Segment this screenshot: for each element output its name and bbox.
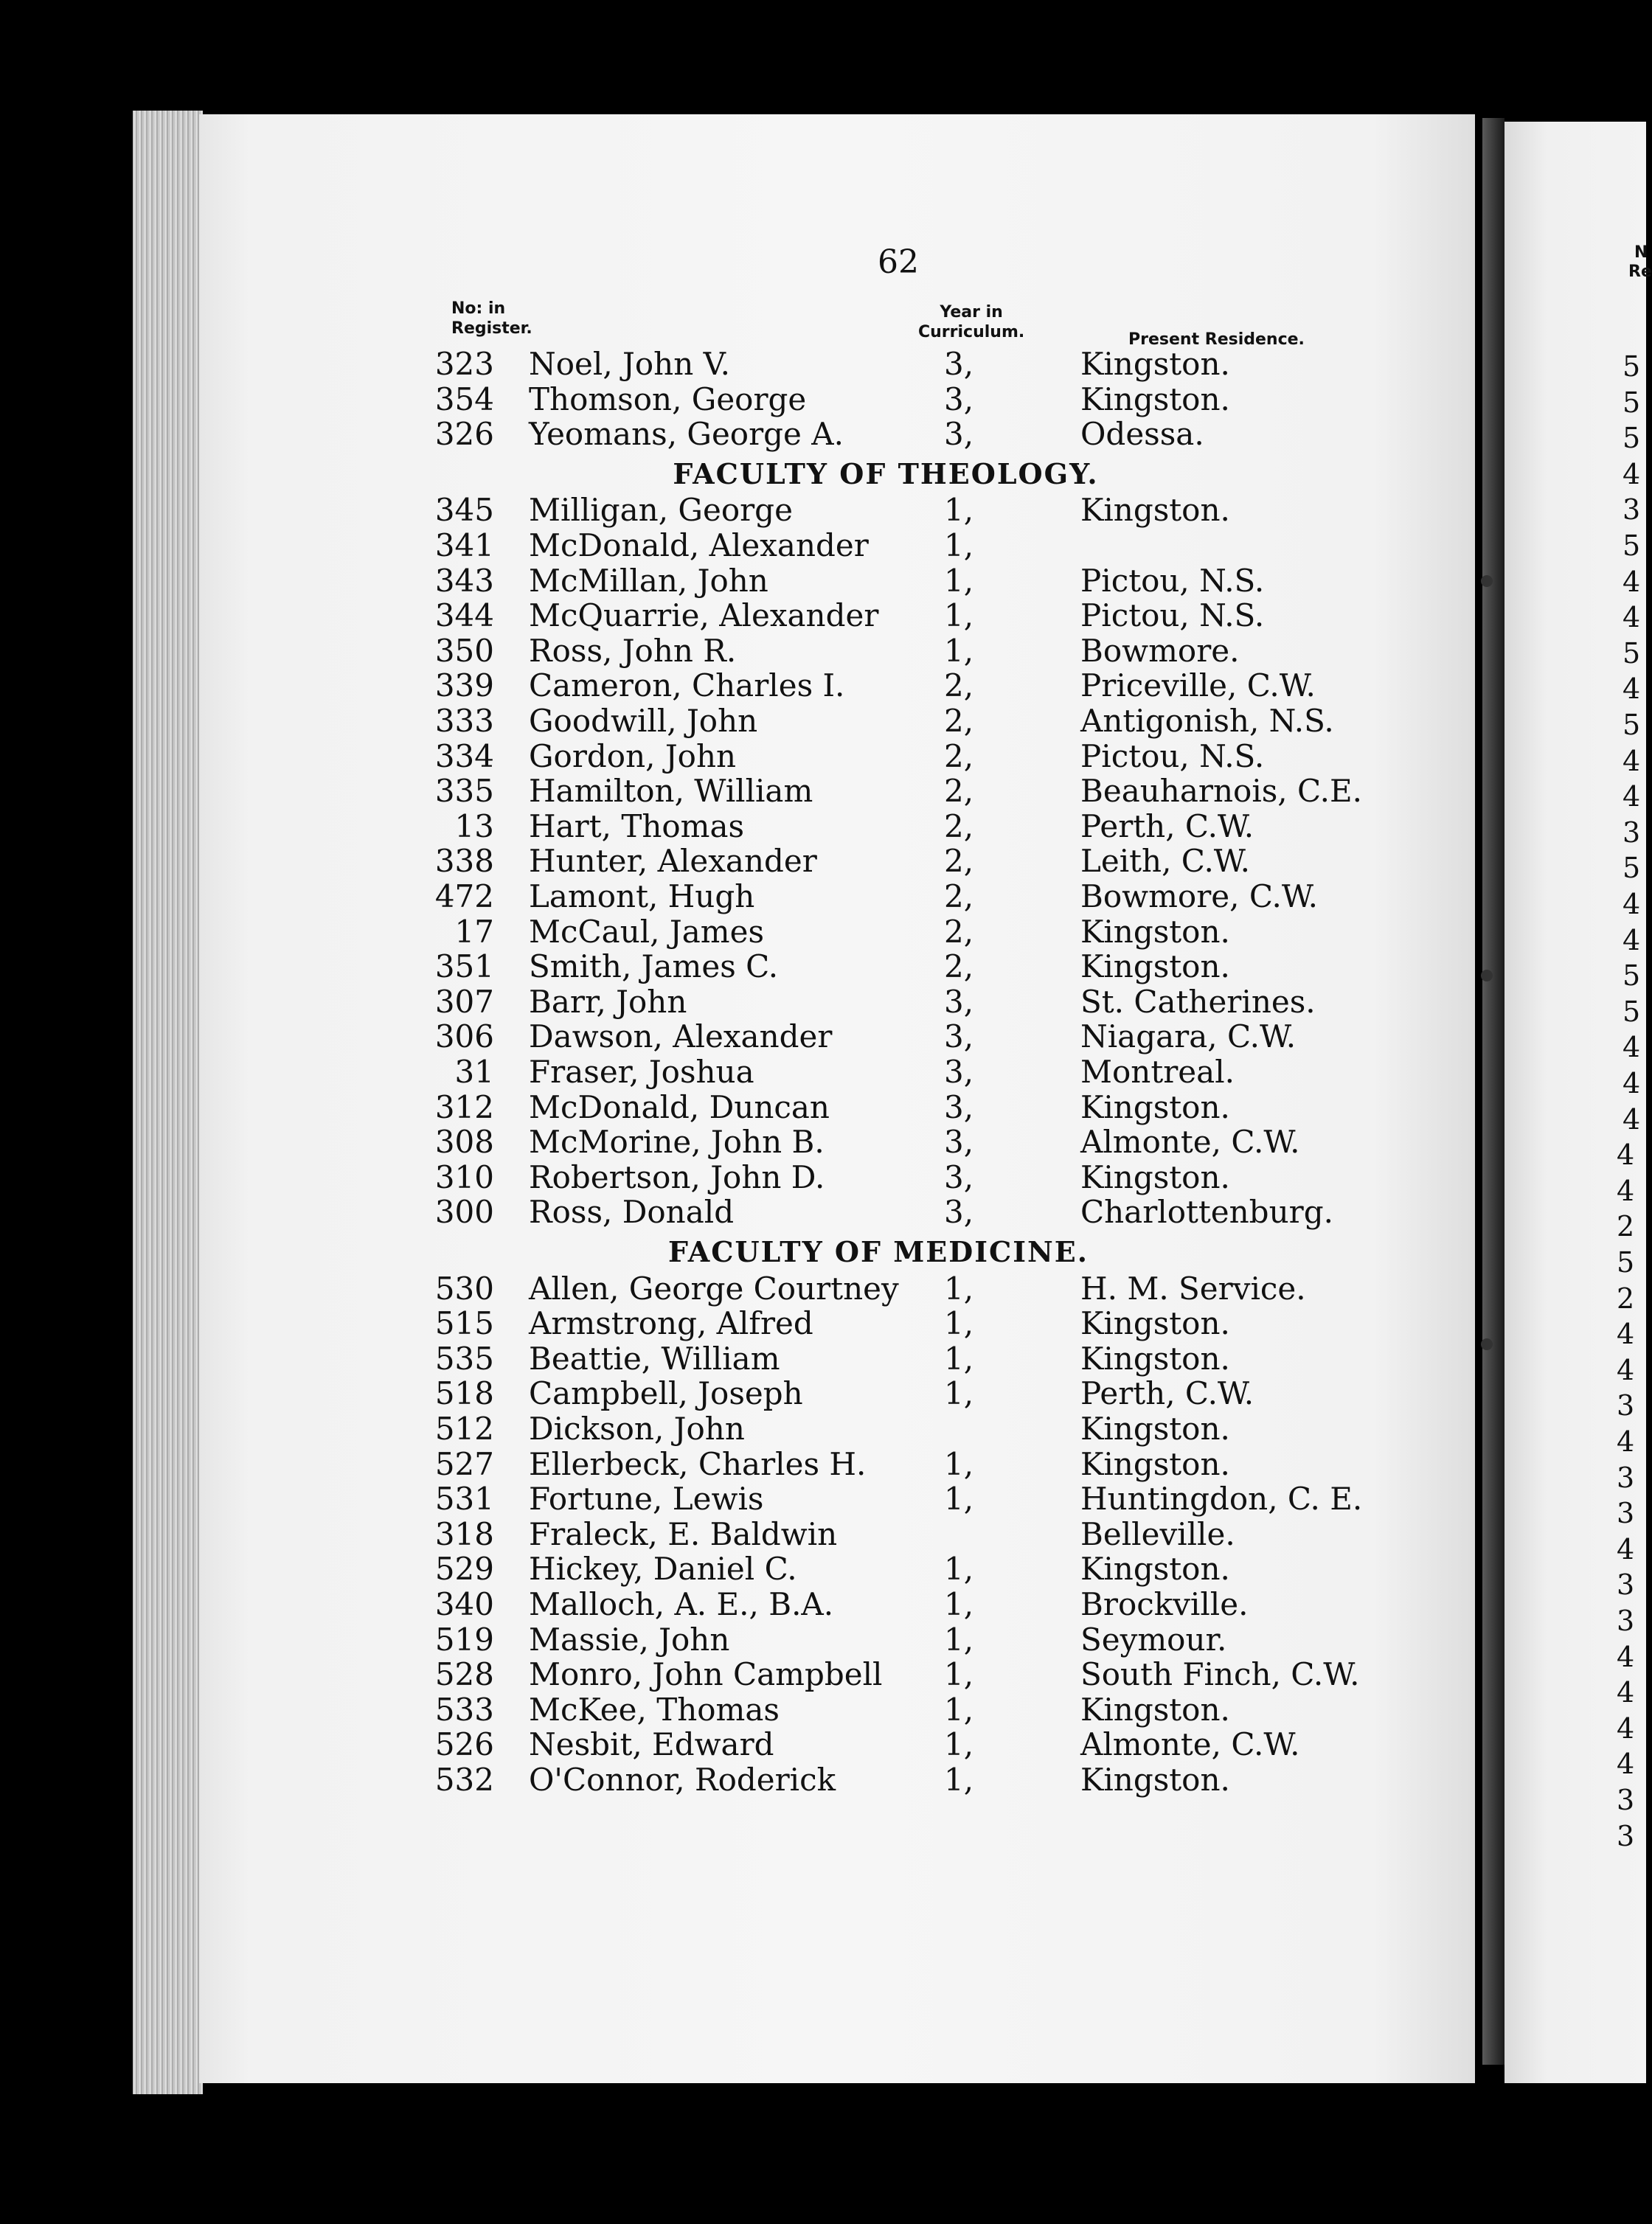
adjacent-register-number: 3 [1617,1605,1635,1637]
register-row [0,703,1646,738]
adjacent-register-number: 5 [1617,1246,1635,1279]
present-residence: South Finch, C.W. [1080,1656,1360,1693]
student-name: Gordon, John [529,737,737,774]
present-residence: Pictou, N.S. [1080,597,1265,634]
curriculum-year: 1, [944,1375,974,1412]
student-name: Ross, John R. [529,632,737,669]
register-number: 533 [434,1691,494,1728]
register-number: 528 [434,1656,494,1693]
register-row [0,1692,1646,1727]
student-name: Hunter, Alexander [529,843,817,880]
student-name: Robertson, John D. [529,1158,825,1195]
adjacent-register-number: 4 [1622,780,1641,813]
register-row [0,667,1646,706]
adjacent-register-number: 4 [1617,1676,1635,1709]
student-name: Malloch, A. E., B.A. [529,1586,834,1622]
curriculum-year: 1, [944,1586,974,1622]
adjacent-register-number: 5 [1622,959,1641,993]
student-name: Massie, John [529,1621,730,1658]
register-number: 529 [434,1551,494,1588]
register-row [0,914,1646,949]
header-residence: Present Residence. [1128,330,1305,349]
curriculum-year: 3, [944,1194,974,1231]
curriculum-year: 3, [944,1124,974,1161]
register-number: 13 [454,807,494,844]
present-residence: Antigonish, N.S. [1080,703,1334,739]
register-number: 343 [434,562,494,599]
register-number: 300 [434,1194,494,1231]
adjacent-register-number: 5 [1622,709,1641,741]
student-name: Milligan, George [529,492,793,529]
student-name: Hart, Thomas [529,807,745,844]
curriculum-year: 2, [944,878,974,914]
present-residence: Huntingdon, C. E. [1080,1481,1363,1518]
present-residence: Kingston. [1080,1340,1230,1377]
register-row [0,1090,1646,1125]
curriculum-year: 2, [944,773,974,810]
register-row [0,1551,1646,1586]
student-name: Barr, John [529,983,687,1020]
register-row [0,633,1646,668]
register-row [0,844,1646,878]
curriculum-year: 3, [944,380,974,417]
header-year-line: Curriculum. [918,323,1025,341]
adjacent-register-number: 3 [1617,1568,1635,1602]
curriculum-year: 2, [944,843,974,880]
register-row [0,1019,1646,1054]
student-name: Lamont, Hugh [529,878,755,914]
register-number: 335 [434,773,494,810]
adjacent-register-number: 5 [1622,636,1641,670]
register-number: 518 [434,1375,494,1412]
present-residence: Perth, C.W. [1080,807,1254,844]
register-number: 354 [434,380,494,417]
student-name: Campbell, Joseph [529,1375,803,1412]
adjacent-register-number: 4 [1617,1139,1635,1172]
student-name: McKee, Thomas [529,1691,780,1728]
present-residence: Bowmore, C.W. [1080,878,1319,914]
register-number: 532 [434,1762,494,1798]
student-name: Ross, Donald [529,1194,735,1231]
student-name: Allen, George Courtney [529,1270,899,1307]
student-name: Noel, John V. [529,346,730,382]
present-residence: Charlottenburg. [1080,1194,1333,1231]
curriculum-year: 1, [944,1762,974,1798]
register-number: 339 [434,667,494,704]
adjacent-register-number: 4 [1617,1640,1635,1673]
curriculum-year: 1, [944,1481,974,1518]
register-number: 351 [434,948,494,985]
register-number: 535 [434,1340,494,1377]
register-row [0,809,1646,844]
register-row [0,1657,1646,1692]
student-name: McQuarrie, Alexander [529,597,879,634]
faculty-heading: FACULTY OF MEDICINE. [668,1235,1089,1268]
student-name: Armstrong, Alfred [529,1305,813,1342]
student-name: Nesbit, Edward [529,1726,774,1763]
curriculum-year: 3, [944,1088,974,1125]
register-row [0,949,1646,984]
register-number: 530 [434,1270,494,1307]
register-row [0,984,1646,1019]
register-row [0,1054,1646,1089]
present-residence: Kingston. [1080,1762,1230,1798]
present-residence: Kingston. [1080,1305,1230,1342]
present-residence: Almonte, C.W. [1080,1124,1300,1161]
header-register-line: Register. [451,319,532,338]
student-name: Fortune, Lewis [529,1481,764,1518]
curriculum-year: 3, [944,1158,974,1195]
adjacent-header-fragment: Re [1628,263,1652,281]
header-register [451,299,532,338]
adjacent-register-number: 4 [1617,1532,1635,1566]
register-row [0,563,1646,598]
student-name: Goodwill, John [529,703,758,739]
register-number: 338 [434,843,494,880]
register-number: 323 [434,346,494,382]
register-number: 472 [434,878,494,914]
register-number: 306 [434,1018,494,1055]
present-residence: Kingston. [1080,1551,1230,1588]
register-row [0,347,1646,381]
adjacent-register-number: 4 [1622,744,1641,777]
register-row [0,879,1646,914]
adjacent-register-number: 4 [1617,1712,1635,1745]
header-year [918,302,1024,342]
present-residence: Pictou, N.S. [1080,562,1265,599]
student-name: McCaul, James [529,913,764,950]
adjacent-register-number: 4 [1622,1067,1641,1099]
student-name: Beattie, William [529,1340,780,1377]
curriculum-year: 1, [944,527,974,563]
register-row [0,1195,1646,1229]
register-number: 312 [434,1088,494,1125]
present-residence: Montreal. [1080,1054,1235,1090]
student-name: Fraser, Joshua [529,1054,754,1090]
register-number: 341 [434,527,494,563]
curriculum-year: 3, [944,416,974,453]
adjacent-register-number: 4 [1622,601,1641,634]
present-residence: Kingston. [1080,492,1230,529]
adjacent-register-number: 3 [1617,1389,1635,1422]
adjacent-register-number: 2 [1617,1282,1635,1315]
curriculum-year: 1, [944,1445,974,1482]
adjacent-register-number: 3 [1617,1819,1635,1852]
present-residence: Pictou, N.S. [1080,737,1265,774]
student-name: Ellerbeck, Charles H. [529,1445,867,1482]
register-number: 326 [434,416,494,453]
student-name: Smith, James C. [529,948,779,985]
curriculum-year: 2, [944,948,974,985]
curriculum-year: 1, [944,1621,974,1658]
present-residence: Belleville. [1080,1515,1235,1552]
student-name: McDonald, Alexander [529,527,869,563]
present-residence: Kingston. [1080,1411,1230,1447]
present-residence: Seymour. [1080,1621,1227,1658]
register-number: 531 [434,1481,494,1518]
adjacent-register-number: 4 [1617,1425,1635,1458]
student-name: Hickey, Daniel C. [529,1551,797,1588]
register-row [0,774,1646,808]
curriculum-year: 1, [944,632,974,669]
present-residence: St. Catherines. [1080,983,1316,1020]
adjacent-header-fragment: N [1634,243,1648,262]
adjacent-register-number: 4 [1617,1748,1635,1781]
adjacent-register-number: 5 [1622,529,1641,562]
adjacent-register-number: 4 [1622,673,1641,706]
register-row [0,1481,1646,1516]
curriculum-year: 1, [944,1340,974,1377]
adjacent-register-number: 3 [1622,493,1641,527]
student-name: Yeomans, George A. [529,416,844,453]
present-residence: Odessa. [1080,416,1204,453]
header-register-line: No: in [451,299,506,318]
register-row [0,528,1646,563]
student-name: Monro, John Campbell [529,1656,883,1693]
curriculum-year: 3, [944,346,974,382]
register-row [0,1376,1646,1411]
present-residence: Kingston. [1080,1158,1230,1195]
adjacent-register-number: 4 [1617,1353,1635,1386]
register-row [0,1762,1646,1797]
present-residence: Kingston. [1080,1088,1230,1125]
register-row [0,1341,1646,1376]
register-row [0,598,1646,633]
adjacent-register-number: 3 [1622,816,1641,849]
curriculum-year: 1, [944,1656,974,1693]
curriculum-year: 2, [944,667,974,704]
register-row [0,1622,1646,1657]
register-number: 310 [434,1158,494,1195]
register-number: 308 [434,1124,494,1161]
curriculum-year: 2, [944,703,974,739]
register-row [0,1271,1646,1306]
student-name: Dickson, John [529,1411,745,1447]
register-number: 307 [434,983,494,1020]
adjacent-register-number: 5 [1622,995,1641,1028]
present-residence: Priceville, C.W. [1080,667,1316,704]
present-residence: Kingston. [1080,913,1230,950]
curriculum-year: 1, [944,1551,974,1588]
present-residence: Brockville. [1080,1586,1249,1622]
register-number: 345 [434,492,494,529]
adjacent-register-number: 3 [1617,1497,1635,1530]
student-name: McMorine, John B. [529,1124,825,1161]
curriculum-year: 1, [944,1691,974,1728]
register-number: 515 [434,1305,494,1342]
student-name: McDonald, Duncan [529,1088,830,1125]
adjacent-register-number: 4 [1622,1031,1641,1064]
register-row [0,417,1646,451]
student-name: Dawson, Alexander [529,1018,833,1055]
adjacent-register-number: 4 [1617,1318,1635,1351]
adjacent-register-number: 5 [1622,852,1641,885]
register-row [0,1125,1646,1159]
adjacent-register-number: 3 [1617,1784,1635,1816]
register-number: 333 [434,703,494,739]
register-number: 334 [434,737,494,774]
register-row [0,1306,1646,1341]
register-row [0,739,1646,774]
curriculum-year: 1, [944,562,974,599]
adjacent-register-number: 4 [1622,923,1641,956]
student-name: Cameron, Charles I. [529,667,845,704]
curriculum-year: 1, [944,1305,974,1342]
present-residence: Kingston. [1080,346,1230,382]
register-row [0,1517,1646,1551]
student-name: O'Connor, Roderick [529,1762,836,1798]
present-residence: Bowmore. [1080,632,1240,669]
register-row [0,1587,1646,1622]
register-number: 526 [434,1726,494,1763]
faculty-heading: FACULTY OF THEOLOGY. [673,456,1099,490]
present-residence: Kingston. [1080,1691,1230,1728]
curriculum-year: 2, [944,737,974,774]
curriculum-year: 1, [944,492,974,529]
register-number: 512 [434,1411,494,1447]
register-number: 344 [434,597,494,634]
present-residence: Niagara, C.W. [1080,1018,1297,1055]
curriculum-year: 3, [944,1018,974,1055]
student-name: Fraleck, E. Baldwin [529,1515,838,1552]
present-residence: Leith, C.W. [1080,843,1250,880]
adjacent-register-number: 2 [1617,1210,1635,1243]
present-residence: Beauharnois, C.E. [1080,773,1362,810]
register-number: 17 [454,913,494,950]
present-residence: H. M. Service. [1080,1270,1306,1307]
adjacent-register-number: 4 [1617,1174,1635,1207]
curriculum-year: 2, [944,913,974,950]
register-number: 340 [434,1586,494,1622]
register-number: 519 [434,1621,494,1658]
curriculum-year: 1, [944,1270,974,1307]
adjacent-register-number: 5 [1622,386,1641,419]
register-number: 350 [434,632,494,669]
header-year-line: Year in [940,303,1003,322]
register-row [0,1160,1646,1195]
register-number: 527 [434,1445,494,1482]
adjacent-register-number: 4 [1622,1102,1641,1136]
present-residence: Perth, C.W. [1080,1375,1254,1412]
curriculum-year: 1, [944,1726,974,1763]
adjacent-register-number: 5 [1622,350,1641,383]
present-residence: Kingston. [1080,380,1230,417]
register-row [0,382,1646,417]
register-row [0,1447,1646,1481]
adjacent-register-number: 4 [1622,457,1641,490]
adjacent-register-number: 5 [1622,422,1641,455]
present-residence: Almonte, C.W. [1080,1726,1300,1763]
register-row [0,1727,1646,1762]
adjacent-register-number: 4 [1622,565,1641,598]
register-row [0,1411,1646,1446]
page-number: 62 [878,243,919,281]
adjacent-register-number: 4 [1622,888,1641,920]
student-name: Hamilton, William [529,773,813,810]
curriculum-year: 3, [944,1054,974,1090]
present-residence: Kingston. [1080,1445,1230,1482]
adjacent-register-number: 3 [1617,1461,1635,1494]
curriculum-year: 1, [944,597,974,634]
register-number: 31 [454,1054,494,1090]
student-name: Thomson, George [529,380,807,417]
register-number: 318 [434,1515,494,1552]
present-residence: Kingston. [1080,948,1230,985]
curriculum-year: 2, [944,807,974,844]
register-row [0,493,1646,527]
curriculum-year: 3, [944,983,974,1020]
student-name: McMillan, John [529,562,768,599]
